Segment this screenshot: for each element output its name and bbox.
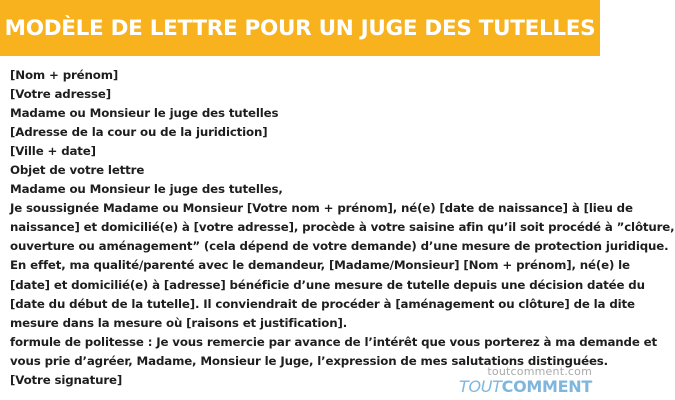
salutation: Madame ou Monsieur le juge des tutelles,	[10, 182, 283, 197]
sender-name: [Nom + prénom]	[10, 68, 119, 82]
paragraph-line: [date] et domicilié(e) à [adresse] bénéficie d’une mesure de tutelle depuis une décision datée du	[10, 277, 645, 292]
paragraph-request	[10, 199, 675, 256]
paragraph-line: naissance] et domicilié(e) à [votre adresse], procède à votre saisine afin qu’il soit procédé à ”clôture,	[10, 220, 675, 235]
watermark-logo	[459, 378, 592, 396]
court-address: [Adresse de la cour ou de la juridiction]	[10, 125, 268, 140]
paragraph-line: ouverture ou aménagement” (cela dépend de votre demande) d’une mesure de protection juridique.	[10, 239, 669, 254]
paragraph-line: Je soussignée Madame ou Monsieur [Votre nom + prénom], né(e) [date de naissance] à [lieu de	[10, 201, 633, 216]
paragraph-justification	[10, 256, 645, 332]
recipient: Madame ou Monsieur le juge des tutelles	[10, 106, 279, 121]
letter-subject: Objet de votre lettre	[10, 163, 145, 178]
letter-template	[10, 66, 675, 390]
paragraph-line: En effet, ma qualité/parenté avec le demandeur, [Madame/Monsieur] [Nom + prénom], né(e) le	[10, 258, 630, 273]
paragraph-line: vous prie d’agréer, Madame, Monsieur le Juge, l’expression de mes salutations distinguées.	[10, 353, 608, 368]
title-banner	[0, 0, 600, 56]
sender-address: [Votre adresse]	[10, 87, 111, 102]
signature-placeholder: [Votre signature]	[10, 372, 123, 387]
paragraph-line: [date du début de la tutelle]. Il conviendrait de procéder à [aménagement ou clôture] de la dite	[10, 296, 635, 311]
watermark-logo-part2: COMMENT	[501, 377, 592, 396]
watermark-url: toutcomment.com	[487, 365, 592, 378]
paragraph-line: formule de politesse : Je vous remercie par avance de l’intérêt que vous porterez à ma demande et	[10, 334, 657, 349]
page-title: MODÈLE DE LETTRE POUR UN JUGE DES TUTELLES	[4, 15, 596, 41]
city-date: [Ville + date]	[10, 144, 96, 159]
watermark-logo-part1: TOUT	[459, 377, 502, 396]
watermark	[459, 365, 592, 396]
paragraph-line: mesure dans la mesure où [raisons et justification].	[10, 315, 348, 330]
